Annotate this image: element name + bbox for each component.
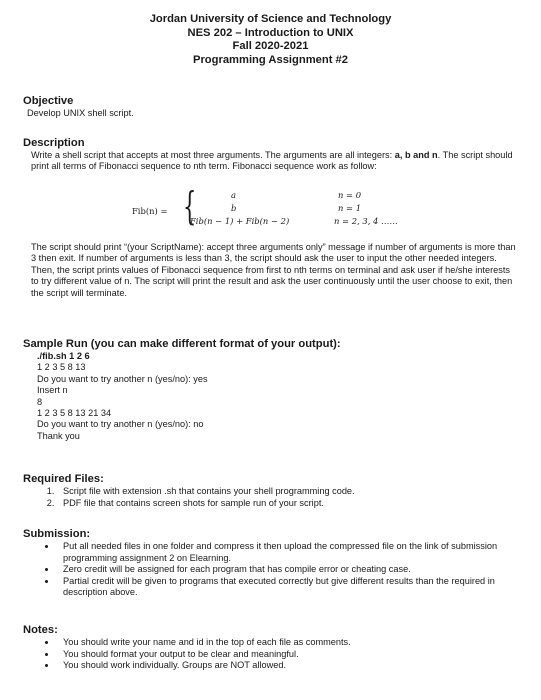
submission-heading: Submission: (23, 528, 91, 540)
description-intro: Write a shell script that accepts at most three arguments. The arguments are all integers: a, b and n. The script should print all terms of Fibonacci sequence to nth term. Fibonacci sequence work as follow: (31, 150, 513, 172)
objective-heading: Objective (23, 95, 74, 107)
submission-section (23, 528, 519, 599)
notes-list (23, 637, 519, 672)
formula-brace: { (183, 184, 197, 228)
university-name: Jordan University of Science and Technology (149, 13, 392, 25)
formula-case-expr: Fib(n − 1) + Fib(n − 2) (190, 216, 290, 226)
sample-command: ./fib.sh 1 2 6 (37, 351, 90, 361)
list-item: • Put all needed files in one folder and compress it then upload the compressed file on the link of submission programming assignment 2 on Elearning. (57, 541, 519, 564)
required-files-heading: Required Files: (23, 473, 104, 485)
sample-run-heading: Sample Run (you can make different format of your output): (23, 338, 341, 350)
formula-lhs: Fib(n) = (132, 206, 168, 216)
sample-run-section (23, 338, 519, 442)
output-line: Do you want to try another n (yes/no): yes (37, 373, 208, 384)
formula-case-expr: a (231, 190, 236, 200)
objective-text: Develop UNIX shell script. (27, 108, 134, 118)
description-section (23, 137, 519, 173)
output-line: Thank you (37, 430, 80, 441)
formula-case-cond: n = 2, 3, 4 …… (334, 216, 398, 226)
output-line: 1 2 3 5 8 13 21 34 (37, 408, 112, 419)
sample-run-output (23, 351, 519, 442)
description-heading: Description (23, 137, 85, 149)
description-paragraph: The script should print “(your ScriptName): accept three arguments only” message if number of arguments is more than 3 then exit. If number of arguments is less than 3, the script should ask the user to input the other needed integers. Then, the script prints values of Fibonacci sequence from first to nth terms on terminal and ask user if he/she interests to try different value of n. The script will print the result and ask the user continuously until the user choose to exit, then the script will terminate. (31, 242, 516, 298)
list-item: • Zero credit will be assigned for each program that has compile error or cheating case. (57, 564, 519, 576)
list-item: 1. Script file with extension .sh that contains your shell programming code. (57, 486, 519, 498)
assignment-title: Programming Assignment #2 (192, 53, 348, 66)
formula-case-expr: b (231, 203, 237, 213)
list-item: • Partial credit will be given to programs that executed correctly but give different results than the required in description above. (57, 576, 519, 599)
formula-case-cond: n = 1 (338, 203, 362, 213)
output-line: 1 2 3 5 8 13 (37, 362, 86, 373)
list-item: • You should format your output to be clear and meaningful. (57, 649, 519, 661)
notes-heading: Notes: (23, 624, 58, 636)
notes-section (23, 624, 519, 672)
document-header (0, 0, 541, 67)
required-files-list (23, 486, 519, 509)
output-line: 8 (37, 396, 43, 407)
list-item: 2. PDF file that contains screen shots for sample run of your script. (57, 498, 519, 510)
description-details (23, 242, 519, 299)
submission-list (23, 541, 519, 599)
term: Fall 2020-2021 (232, 40, 309, 53)
formula-case-cond: n = 0 (338, 190, 362, 200)
output-line: Insert n (37, 385, 68, 396)
objective-section (23, 95, 519, 119)
required-files-section (23, 473, 519, 509)
list-item: • You should work individually. Groups are NOT allowed. (57, 660, 519, 672)
list-item: • You should write your name and id in the top of each file as comments. (57, 637, 519, 649)
output-line: Do you want to try another n (yes/no): no (37, 419, 204, 430)
course-title: NES 202 – Introduction to UNIX (187, 26, 354, 39)
